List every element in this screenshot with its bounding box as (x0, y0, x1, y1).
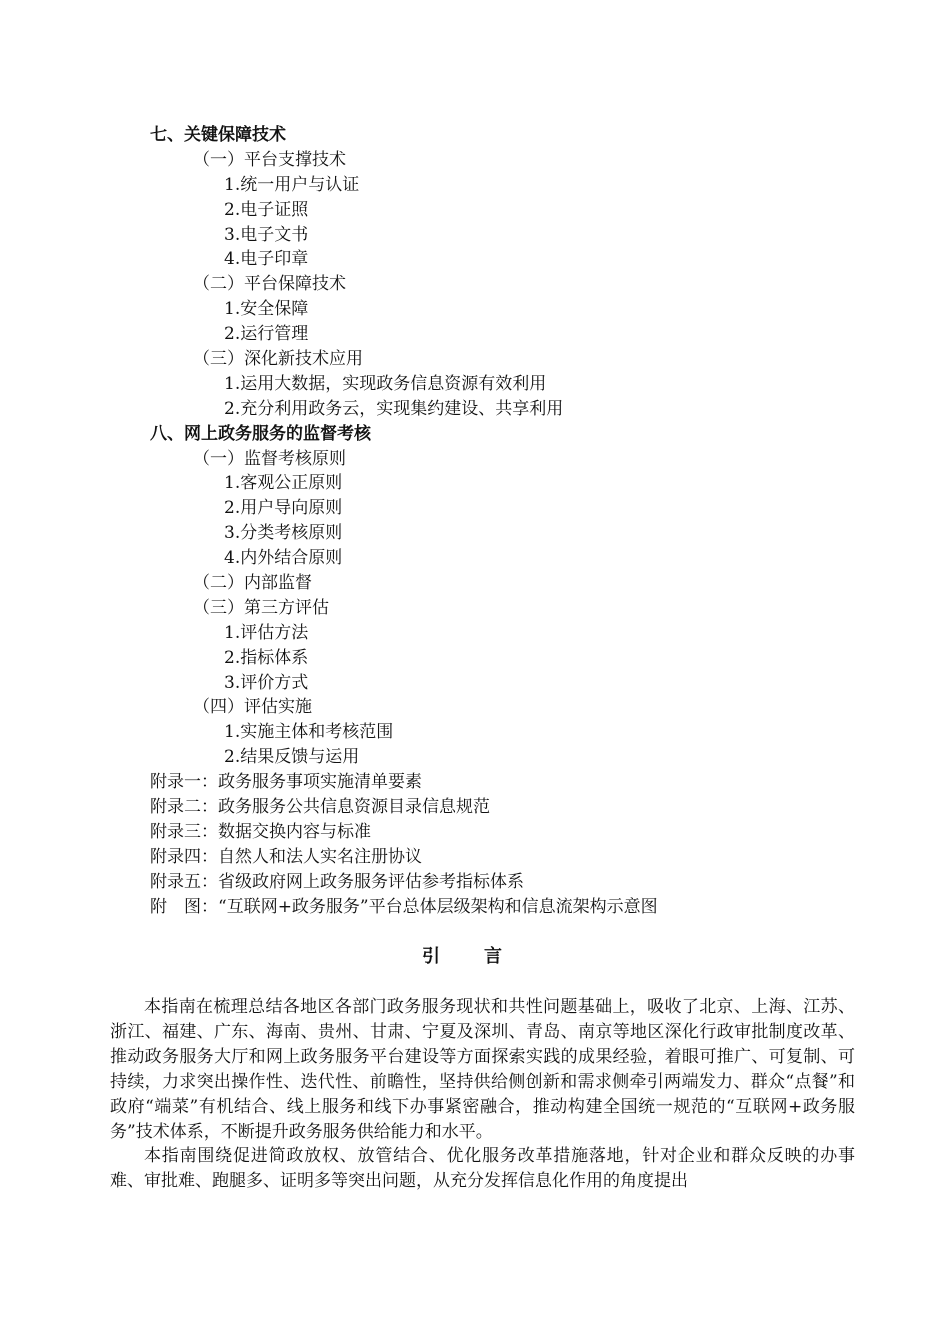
toc-item: 4.内外结合原则 (224, 548, 343, 569)
toc-appendix: 附录一：政务服务事项实施清单要素 (150, 772, 422, 793)
toc-item: 1.客观公正原则 (224, 473, 343, 494)
toc-heading: 八、网上政务服务的监督考核 (150, 423, 371, 444)
toc-item: 1.评估方法 (224, 622, 309, 643)
toc-item: 2.充分利用政务云，实现集约建设、共享利用 (224, 398, 564, 419)
paragraph: 本指南在梳理总结各地区各部门政务服务现状和共性问题基础上，吸收了北京、上海、江苏、浙江、福建、广东、海南、贵州、甘肃、宁夏及深圳、青岛、南京等地区深化行政审批制度改革、推动政务服务大厅和网上政务服务平台建设等方面探索实践的成果经验，着眼可推广、可复制、可持续，力求突出操作性、迭代性、前瞻性，坚持供给侧创新和需求侧牵引两端发力、群众“点餐”和政府“端菜”有机结合、线上服务和线下办事紧密融合，推动构建全国统一规范的“互联网+政务服务”技术体系，不断提升政务服务供给能力和水平。 (110, 997, 855, 1142)
section-title: 引言 (422, 946, 546, 967)
toc-appendix: 附 图：“互联网+政务服务”平台总体层级架构和信息流架构示意图 (150, 896, 658, 917)
toc-heading: 七、关键保障技术 (150, 125, 286, 145)
toc-section: （四）评估实施 (193, 697, 312, 718)
toc-item: 2.运行管理 (224, 324, 309, 345)
toc-item: 1.实施主体和考核范围 (224, 722, 394, 743)
toc-section: （二）内部监督 (193, 573, 312, 594)
toc-section: （一）监督考核原则 (193, 448, 346, 469)
toc-item: 1.安全保障 (224, 299, 309, 320)
toc-item: 3.评价方式 (224, 672, 309, 693)
toc-appendix: 附录四：自然人和法人实名注册协议 (150, 846, 422, 867)
toc-item: 2.指标体系 (224, 647, 309, 668)
toc-appendix: 附录五：省级政府网上政务服务评估参考指标体系 (150, 871, 524, 892)
toc-item: 1.统一用户与认证 (224, 174, 360, 195)
toc-item: 3.分类考核原则 (224, 523, 343, 544)
intro-body (110, 995, 855, 1194)
toc-item: 3.电子文书 (224, 224, 309, 245)
toc-item: 2.结果反馈与运用 (224, 747, 360, 768)
toc-section: （二）平台保障技术 (193, 274, 346, 295)
table-of-contents (0, 123, 950, 920)
toc-appendix: 附录三：数据交换内容与标准 (150, 821, 371, 842)
toc-item: 1.运用大数据，实现政务信息资源有效利用 (224, 373, 547, 394)
paragraph: 本指南围绕促进简政放权、放管结合、优化服务改革措施落地，针对企业和群众反映的办事难、审批难、跑腿多、证明多等突出问题，从充分发挥信息化作用的角度提出 (110, 1146, 855, 1192)
toc-section: （三）第三方评估 (193, 597, 329, 618)
toc-section: （一）平台支撑技术 (193, 149, 346, 170)
toc-item: 2.电子证照 (224, 199, 309, 220)
toc-appendix: 附录二：政务服务公共信息资源目录信息规范 (150, 797, 490, 818)
toc-section: （三）深化新技术应用 (193, 349, 363, 370)
toc-item: 4.电子印章 (224, 249, 309, 270)
toc-item: 2.用户导向原则 (224, 498, 343, 519)
